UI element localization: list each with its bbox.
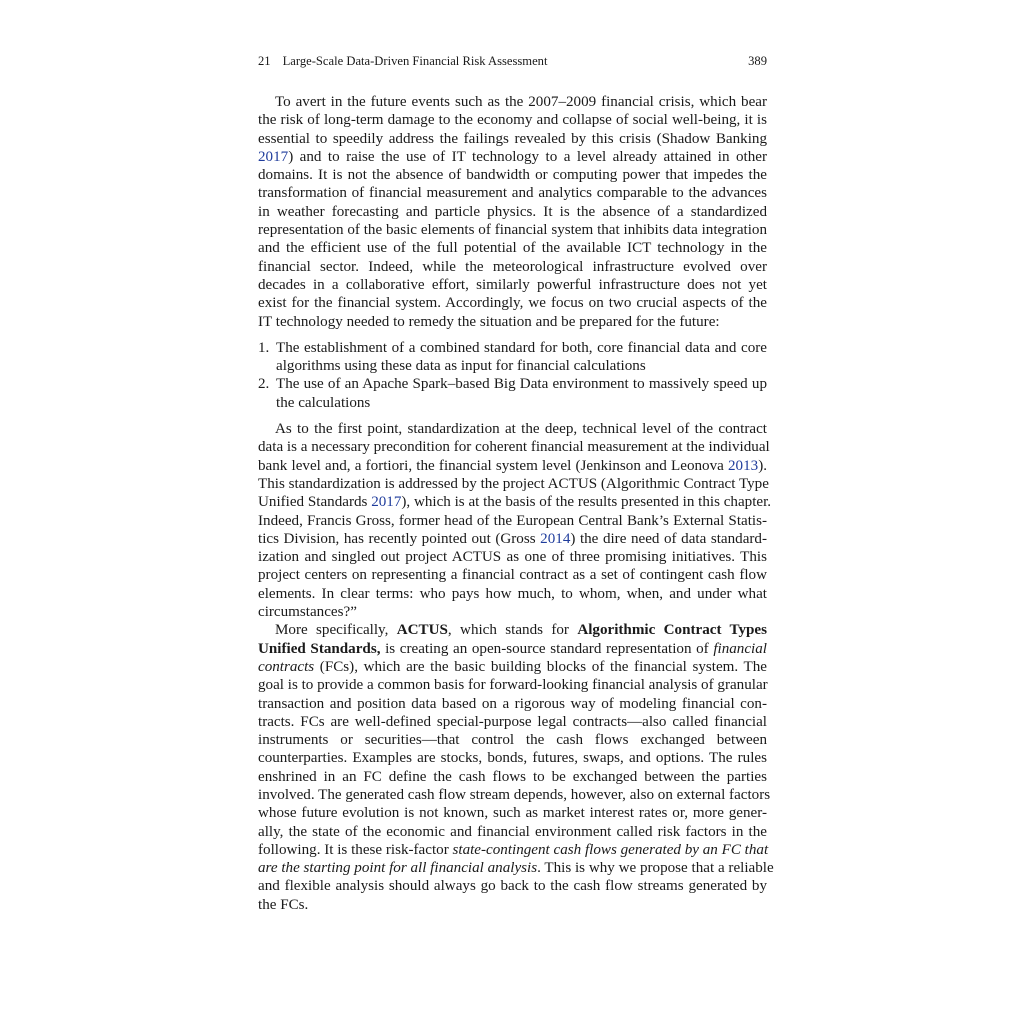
text-line: domains. It is not the absence of bandwidth or computing power that impedes the	[258, 167, 767, 184]
text-fragment: ).	[758, 457, 767, 474]
text-fragment: ) and to raise the use of IT technology to a level already attained in other	[288, 148, 767, 165]
text-line: transformation of financial measurement and analytics comparable to the advances	[258, 185, 767, 202]
running-head	[258, 52, 767, 70]
text-fragment: ) the dire need of data standard-	[570, 530, 767, 547]
list-number: 2.	[258, 376, 270, 393]
text-line	[258, 841, 767, 859]
text-line	[258, 457, 767, 475]
text-fragment: (FCs), which are the basic building blocks of the financial system. The	[314, 658, 767, 675]
text-fragment: is creating an open-source standard representation of	[380, 640, 714, 657]
text-line: enshrined in an FC define the cash flows to be exchanged between the parties	[258, 768, 767, 785]
book-page	[258, 52, 774, 914]
italic-term: contracts	[258, 658, 315, 675]
text-line: project centers on representing a financial contract as a set of contingent cash flow	[258, 567, 767, 584]
text-line: algorithms using these data as input for financial calculations	[276, 358, 646, 375]
citation-link-jenkinson-leonova[interactable]: 2013	[728, 457, 759, 474]
text-line	[258, 148, 767, 166]
text-line: involved. The generated cash flow stream depends, however, also on external factors	[258, 786, 771, 803]
text-line: essential to speedily address the failings revealed by this crisis (Shadow Banking	[258, 130, 767, 147]
italic-term: financial	[713, 640, 767, 657]
citation-link-gross[interactable]: 2014	[540, 530, 571, 547]
list-item-2	[258, 375, 767, 412]
bold-term-full-name-cont: Unified Standards,	[258, 640, 381, 657]
bold-term-actus: ACTUS	[396, 622, 448, 639]
text-line: ally, the state of the economic and financial environment called risk factors in the	[258, 823, 767, 840]
text-line: the risk of long-term damage to the economy and collapse of social well-being, it is	[258, 112, 767, 129]
text-line: ization and singled out project ACTUS as one of three promising initiatives. This	[258, 549, 767, 566]
citation-link-actus[interactable]: 2017	[371, 494, 402, 511]
italic-emphasis: state-contingent cash flows generated by an FC that	[452, 841, 769, 858]
text-line: As to the first point, standardization at the deep, technical level of the contract	[275, 421, 767, 438]
text-line: in weather forecasting and particle physics. It is the absence of a standardized	[258, 203, 767, 220]
text-line: tracts. FCs are well-defined special-purpose legal contracts—also called financial	[258, 713, 767, 730]
paragraph-2	[258, 420, 772, 621]
text-line	[258, 621, 767, 639]
text-line	[258, 339, 767, 357]
citation-link-shadow-banking[interactable]: 2017	[258, 148, 289, 165]
page-number: 389	[748, 54, 767, 68]
text-line	[258, 530, 767, 548]
body-text	[258, 93, 774, 914]
text-line: representation of the basic elements of financial system that inhibits data integration	[258, 222, 767, 239]
text-fragment: bank level and, a fortiori, the financial system level (Jenkinson and Leonova	[258, 457, 728, 474]
text-line: elements. In clear terms: who pays how much, to whom, when, and under what	[258, 585, 767, 602]
text-line: circumstances?”	[258, 604, 357, 621]
text-fragment: The establishment of a combined standard for both, core financial data and core	[276, 339, 767, 356]
text-line: Indeed, Francis Gross, former head of the European Central Bank’s External Statis-	[258, 512, 767, 529]
italic-emphasis: are the starting point for all financial analysis	[258, 860, 538, 877]
text-line	[258, 658, 767, 676]
paragraph-1	[258, 93, 767, 331]
list-number: 1.	[258, 339, 270, 356]
text-line: counterparties. Examples are stocks, bonds, futures, swaps, and options. The rules	[258, 750, 767, 767]
chapter-title: Large-Scale Data-Driven Financial Risk Assessment	[282, 54, 548, 68]
text-fragment: ), which is at the basis of the results presented in this chapter.	[401, 494, 772, 511]
text-line: whose future evolution is not known, such as market interest rates or, more gener-	[258, 805, 767, 822]
list-item-1	[258, 339, 767, 376]
text-line: transaction and position data based on a rigorous way of modeling financial con-	[258, 695, 767, 712]
text-fragment: Unified Standards	[258, 494, 372, 511]
bold-term-full-name: Algorithmic Contract Types	[577, 622, 767, 639]
text-fragment: , which stands for	[447, 622, 578, 639]
text-line	[258, 493, 772, 511]
text-line: data is a necessary precondition for coherent financial measurement at the individual	[258, 439, 770, 456]
text-fragment: The use of an Apache Spark–based Big Data environment to massively speed up	[276, 376, 767, 393]
numbered-list	[258, 339, 767, 412]
text-fragment: More specifically,	[275, 622, 397, 639]
text-line	[258, 859, 774, 877]
text-line	[258, 375, 767, 393]
text-line: instruments or securities—that control the cash flows exchanged between	[258, 732, 767, 749]
text-line: and the efficient use of the full potential of the available ICT technology in the	[258, 240, 767, 257]
text-fragment: following. It is these risk-factor	[258, 841, 453, 858]
text-line: financial sector. Indeed, while the meteorological infrastructure evolved over	[258, 258, 767, 275]
chapter-number: 21	[258, 54, 271, 68]
text-line	[258, 640, 767, 658]
text-line: goal is to provide a common basis for forward-looking financial analysis of granular	[258, 677, 768, 694]
paragraph-3	[258, 621, 774, 914]
text-line: exist for the financial system. Accordingly, we focus on two crucial aspects of the	[258, 295, 767, 312]
text-line: the calculations	[276, 394, 371, 411]
text-fragment: tics Division, has recently pointed out (Gross	[258, 530, 541, 547]
text-fragment: . This is why we propose that a reliable	[537, 860, 774, 877]
chapter-heading	[258, 52, 547, 70]
text-line: To avert in the future events such as the 2007–2009 financial crisis, which bear	[275, 94, 767, 110]
text-line: IT technology needed to remedy the situation and be prepared for the future:	[258, 313, 720, 330]
text-line: This standardization is addressed by the project ACTUS (Algorithmic Contract Type	[258, 475, 769, 492]
text-line: decades in a collaborative effort, similarly powerful infrastructure does not yet	[258, 276, 767, 293]
text-line: and flexible analysis should always go back to the cash flow streams generated by	[258, 878, 767, 895]
text-line: the FCs.	[258, 896, 309, 913]
